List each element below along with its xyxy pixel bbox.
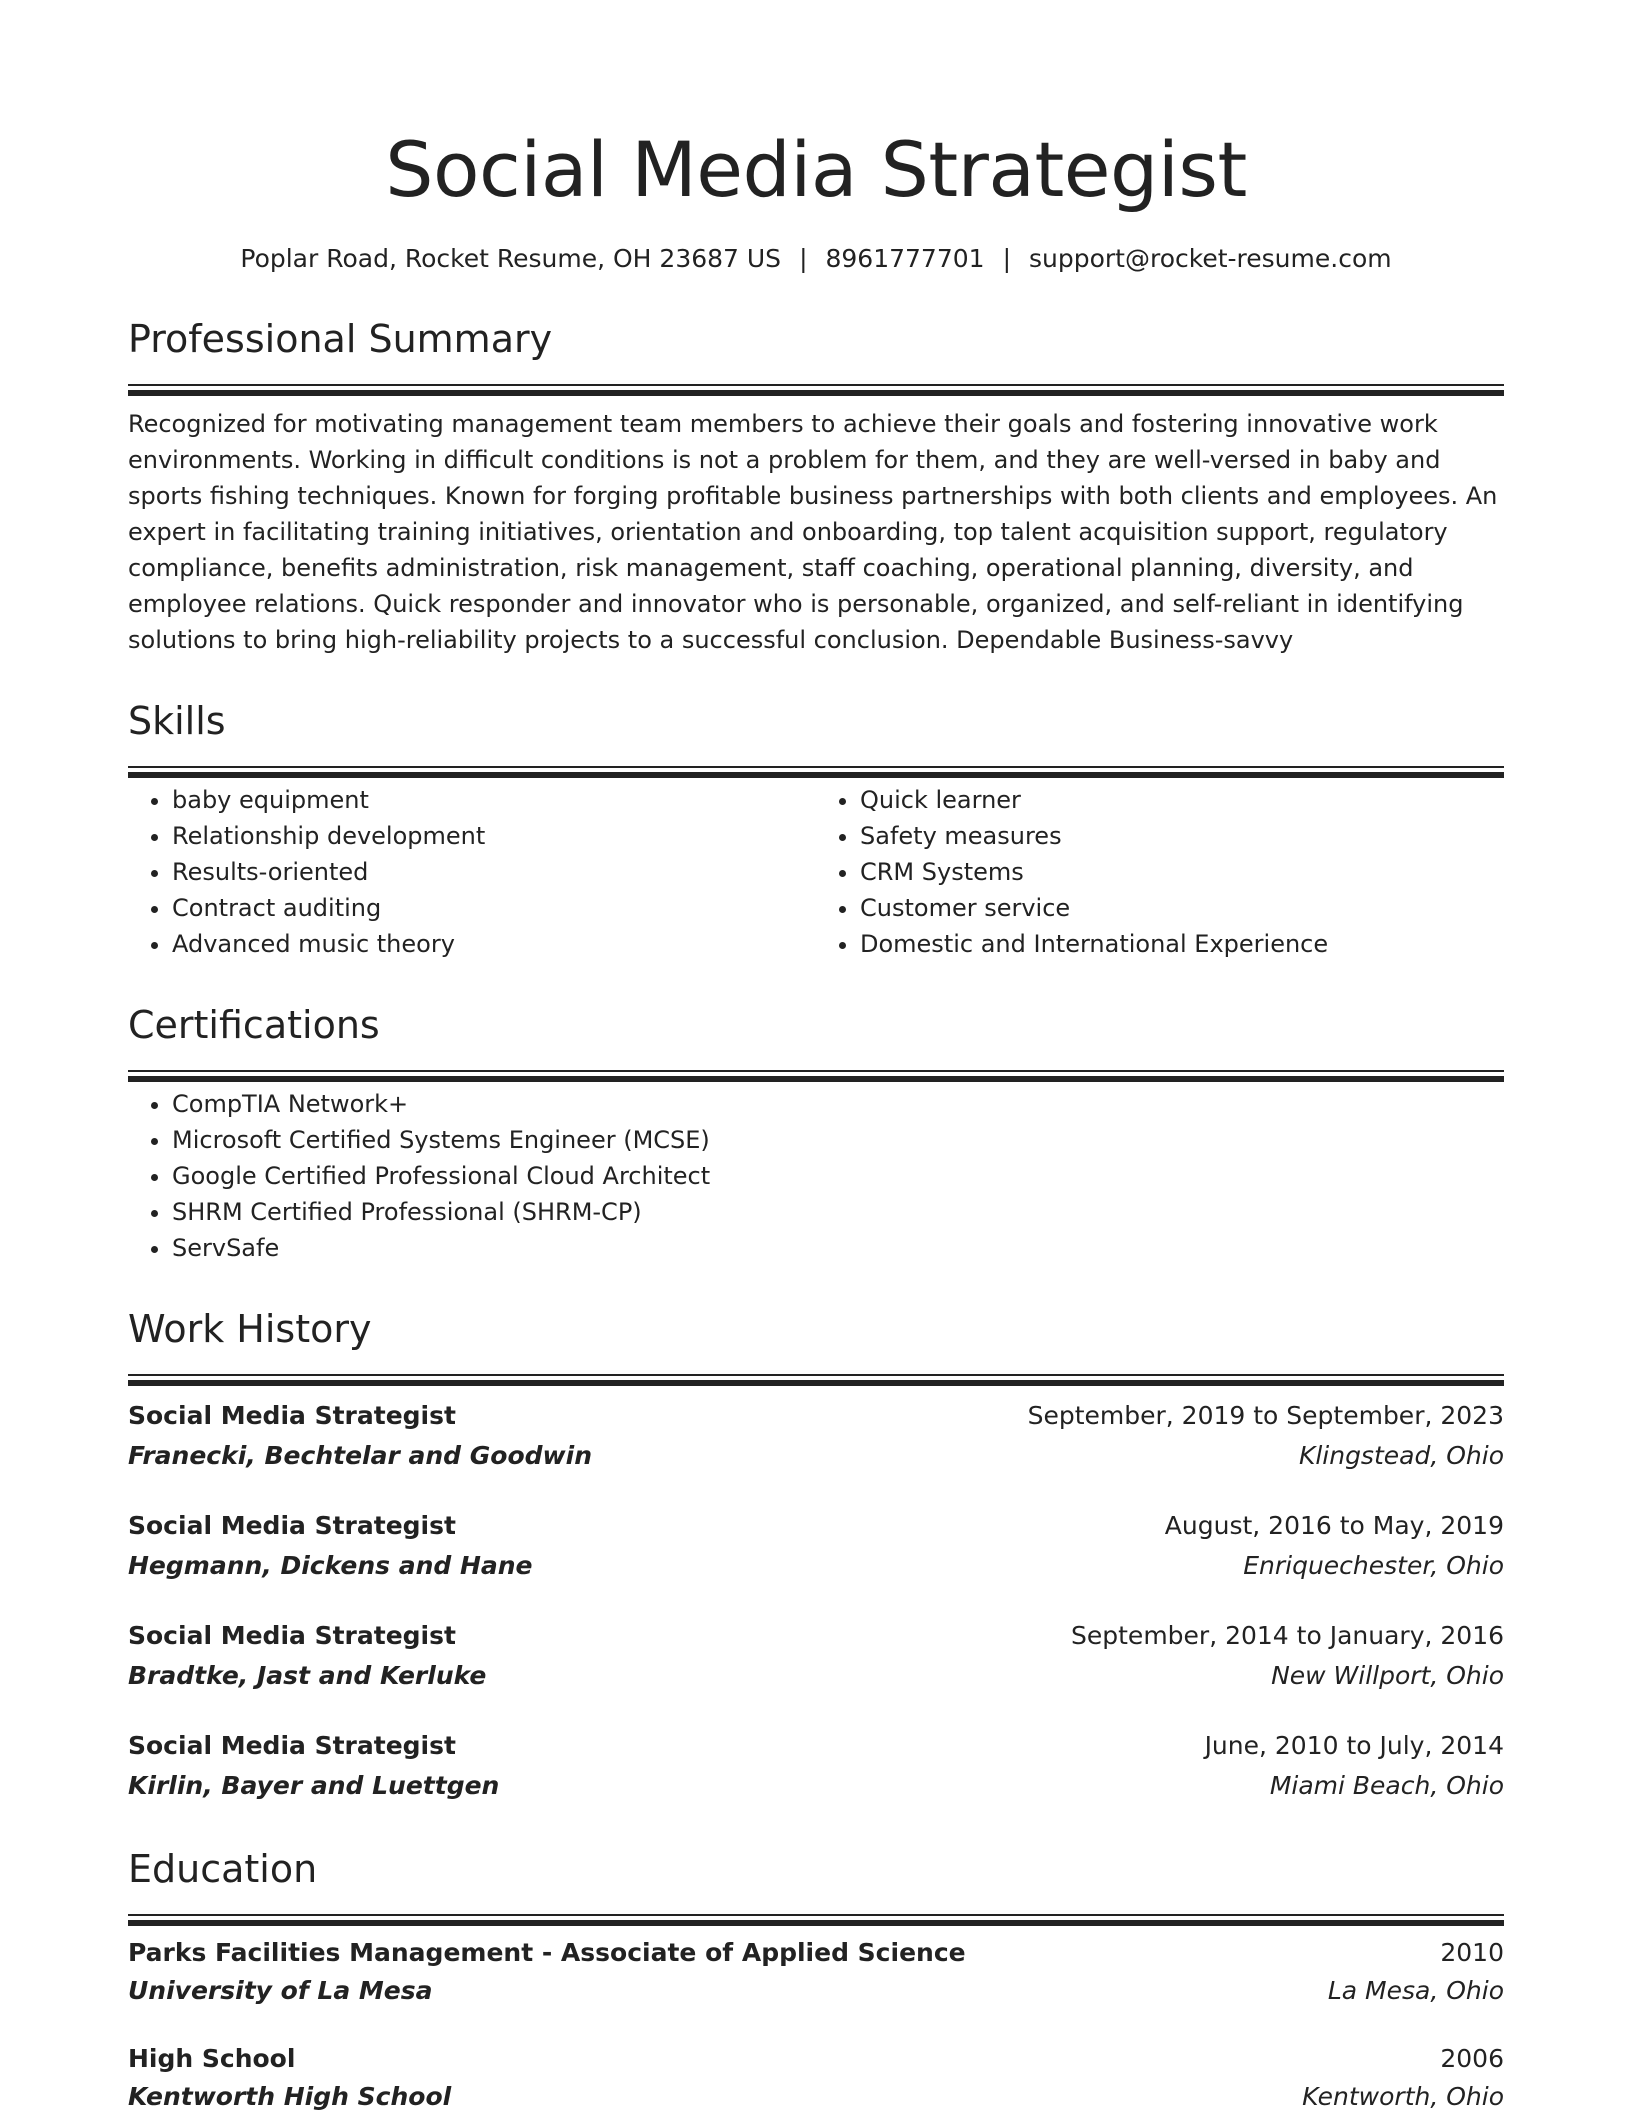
education-entry [128,1934,1504,2010]
job-title: Social Media Strategist [128,1511,456,1540]
skills-column-left [128,782,816,962]
job-entry [128,1396,1504,1476]
skill-item: • Contract auditing [172,890,816,926]
contact-address: Poplar Road, Rocket Resume, OH 23687 US [240,244,782,273]
skills-column-right [816,782,1504,962]
job-title: Social Media Strategist [128,1401,456,1430]
education-heading: Education [128,1847,318,1891]
job-company: Franecki, Bechtelar and Goodwin [128,1441,593,1470]
work-history-heading: Work History [128,1307,372,1351]
skill-item: • Advanced music theory [172,926,816,962]
skill-item: • CRM Systems [860,854,1504,890]
certifications-list [128,1086,1504,1266]
education-school: University of La Mesa [128,1976,433,2005]
certification-item: • Google Certified Professional Cloud Architect [172,1158,1504,1194]
section-divider [128,1374,1504,1376]
contact-separator: | [799,244,808,273]
skills-heading: Skills [128,699,226,743]
skill-item: • Results-oriented [172,854,816,890]
section-divider [128,1914,1504,1916]
skill-item: • Relationship development [172,818,816,854]
job-title: Social Media Strategist [128,1731,456,1760]
job-location: Enriquechester, Ohio [1243,1551,1504,1580]
job-entry [128,1506,1504,1586]
skill-item: • Safety measures [860,818,1504,854]
skills-columns [128,782,1504,962]
summary-section [128,314,1504,658]
job-company: Hegmann, Dickens and Hane [128,1551,533,1580]
certifications-section [128,1000,1504,1266]
skill-item: • Domestic and International Experience [860,926,1504,962]
certifications-heading: Certifications [128,1003,380,1047]
education-location: La Mesa, Ohio [1327,1976,1504,2005]
education-entry [128,2040,1504,2116]
section-divider [128,384,1504,386]
education-location: Kentworth, Ohio [1302,2082,1504,2111]
education-school: Kentworth High School [128,2082,452,2111]
education-year: 2010 [1440,1938,1504,1967]
education-year: 2006 [1440,2044,1504,2073]
job-dates: September, 2019 to September, 2023 [1027,1401,1504,1430]
summary-text: Recognized for motivating management team members to achieve their goals and fostering innovative work environments. Working in difficult conditions is not a problem for them, and they are well-versed in baby and sports fishing techniques. Known for forging profitable business partnerships with both clients and employees. An expert in facilitating training initiatives, orientation and onboarding, top talent acquisition support, regulatory compliance, benefits administration, risk management, staff coaching, operational planning, diversity, and employee relations. Quick responder and innovator who is personable, organized, and self-reliant in identifying solutions to bring high-reliability projects to a successful conclusion. Dependable Business-savvy [128,410,1498,654]
skill-item: • baby equipment [172,782,816,818]
certification-item: • SHRM Certified Professional (SHRM-CP) [172,1194,1504,1230]
contact-line [128,242,1504,276]
job-title: Social Media Strategist [128,1621,456,1650]
section-divider [128,766,1504,768]
certification-item: • Microsoft Certified Systems Engineer (MCSE) [172,1122,1504,1158]
contact-email: support@rocket-resume.com [1029,244,1392,273]
job-company: Bradtke, Jast and Kerluke [128,1661,487,1690]
job-entry [128,1616,1504,1696]
job-dates: June, 2010 to July, 2014 [1204,1731,1504,1760]
job-location: New Willport, Ohio [1271,1661,1504,1690]
certification-item: • CompTIA Network+ [172,1086,1504,1122]
education-degree: Parks Facilities Management - Associate of Applied Science [128,1938,966,1967]
job-entry [128,1726,1504,1806]
skill-item: • Quick learner [860,782,1504,818]
education-degree: High School [128,2044,296,2073]
section-divider [128,1070,1504,1072]
job-company: Kirlin, Bayer and Luettgen [128,1771,500,1800]
contact-phone: 8961777701 [825,244,985,273]
job-location: Klingstead, Ohio [1298,1441,1504,1470]
resume-name: Social Media Strategist [385,125,1247,214]
contact-separator: | [1002,244,1011,273]
summary-heading: Professional Summary [128,317,553,361]
skill-item: • Customer service [860,890,1504,926]
work-history-section [128,1304,1504,1806]
skills-section [128,696,1504,962]
job-dates: August, 2016 to May, 2019 [1164,1511,1504,1540]
education-section [128,1844,1504,2116]
job-location: Miami Beach, Ohio [1269,1771,1504,1800]
job-dates: September, 2014 to January, 2016 [1071,1621,1504,1650]
certification-item: • ServSafe [172,1230,1504,1266]
